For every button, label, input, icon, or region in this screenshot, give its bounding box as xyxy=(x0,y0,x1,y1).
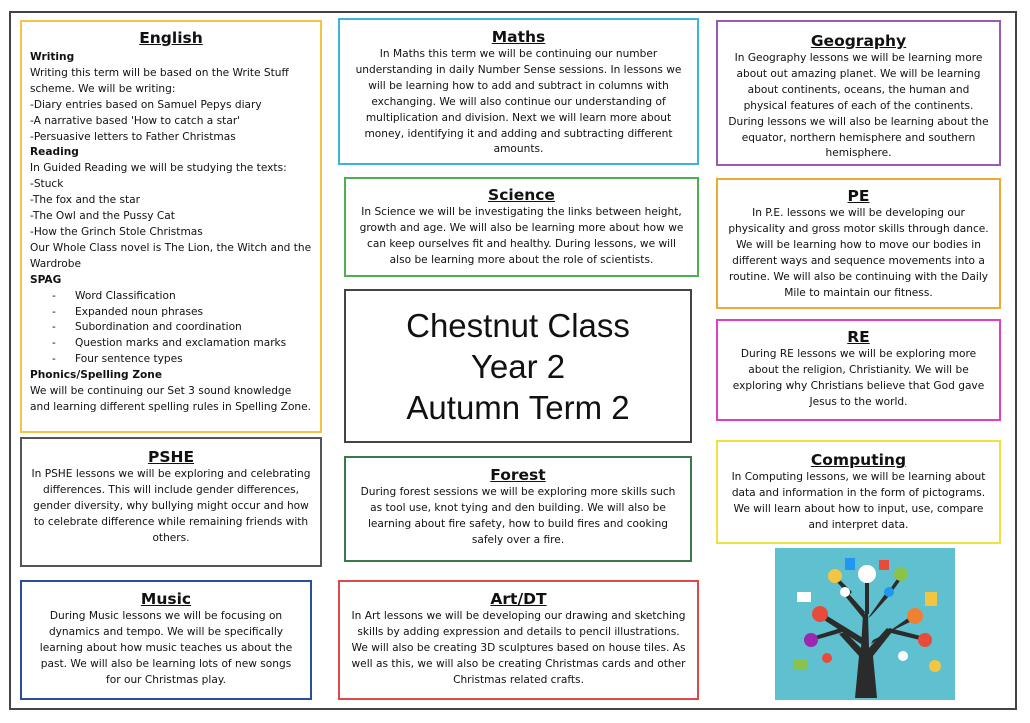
title-panel xyxy=(344,289,692,443)
geography-panel xyxy=(716,20,1001,166)
reading-line: Our Whole Class novel is The Lion, the Witch and the Wardrobe xyxy=(30,241,312,270)
writing-line: -A narrative based 'How to catch a star' xyxy=(30,114,241,127)
reading-line: -How the Grinch Stole Christmas xyxy=(30,225,203,238)
art-dt-text: In Art lessons we will be developing our drawing and sketching skills by adding expression and details to pencil illustrations. We will also be creating 3D sculptures based on house tiles. As well as this, we will also be creating Christmas cards and other Christmas related crafts. xyxy=(351,610,686,686)
spag-item: - Four sentence types xyxy=(52,352,312,368)
pshe-panel xyxy=(20,437,322,567)
reading-line: -Stuck xyxy=(30,178,64,191)
pshe-heading: PSHE xyxy=(147,448,195,466)
phonics-text: We will be continuing our Set 3 sound knowledge and learning different spelling rules in Spelling Zone. xyxy=(30,385,312,413)
tree-icon xyxy=(775,548,955,700)
writing-line: -Diary entries based on Samuel Pepys diary xyxy=(30,98,262,111)
computing-text: In Computing lessons, we will be learning about data and information in the form of pictograms. We will learn about how to input, use, compare and interpret data. xyxy=(731,471,986,531)
computing-panel xyxy=(716,440,1001,544)
science-text: In Science we will be investigating the links between height, growth and age. We will also be learning more about how we can keep ourselves fit and healthy. During lessons, we will also be learning more about the role of scientists. xyxy=(359,206,684,266)
science-heading: Science xyxy=(488,186,555,204)
music-text: During Music lessons we will be focusing on dynamics and tempo. We will be specifically learning about how music teaches us about the past. We will also be learning lots of new songs for our Christmas play. xyxy=(39,610,293,686)
phonics-label: Phonics/Spelling Zone xyxy=(30,369,163,382)
pe-text: In P.E. lessons we will be developing our physicality and gross motor skills through dance. We will be learning how to move our bodies in different ways and sequence movements into a routine. We will also be continuing with the Daily Mile to maintain our fitness. xyxy=(728,207,989,299)
spag-item: - Word Classification xyxy=(52,289,312,305)
spag-item: - Question marks and exclamation marks xyxy=(52,336,312,352)
spag-label: SPAG xyxy=(30,273,62,286)
pe-panel xyxy=(716,178,1001,309)
re-text: During RE lessons we will be exploring more about the religion, Christianity. We will be exploring why Christians believe that God gave Jesus to the world. xyxy=(732,348,985,408)
english-panel xyxy=(20,20,322,433)
reading-line: -The Owl and the Pussy Cat xyxy=(30,210,175,223)
computing-heading: Computing xyxy=(810,451,907,469)
pe-heading: PE xyxy=(847,187,870,205)
geography-heading: Geography xyxy=(810,32,907,50)
maths-panel xyxy=(338,18,699,165)
writing-line: -Persuasive letters to Father Christmas xyxy=(30,130,236,143)
re-panel xyxy=(716,319,1001,421)
music-heading: Music xyxy=(140,590,192,608)
writing-label: Writing xyxy=(30,51,75,63)
tree-of-learning-illustration xyxy=(775,548,955,700)
maths-text: In Maths this term we will be continuing our number understanding in daily Number Sense sessions. In lessons we will be learning how to add and subtract in columns with exchanging. We will also continue our understanding of multiplication and division. Next we will learn more about money, identifying it and adding and subtracting different amounts. xyxy=(355,48,682,156)
reading-label: Reading xyxy=(30,146,79,159)
pshe-text: In PSHE lessons we will be exploring and celebrating differences. This will include gender differences, gender diversity, why bullying might occur and how to celebrate difference while remaining friends with others. xyxy=(31,468,311,544)
science-panel xyxy=(344,177,699,277)
spag-list xyxy=(30,289,312,369)
english-heading: English xyxy=(139,29,203,47)
title-line-year: Year 2 xyxy=(470,347,566,385)
geography-text: In Geography lessons we will be learning more about out amazing planet. We will be learning about continents, oceans, the human and physical features of each of the continents. During lessons we will also be learning about the equator, northern hemisphere and southern hemisphere. xyxy=(728,52,989,160)
art-dt-heading: Art/DT xyxy=(490,590,547,608)
re-heading: RE xyxy=(847,328,870,346)
title-line-class: Chestnut Class xyxy=(406,306,630,344)
forest-text: During forest sessions we will be exploring more skills such as tool use, knot tying and den building. We will also be learning about fire safety, how to build fires and cooking safely over a fire. xyxy=(360,486,676,546)
writing-line: Writing this term will be based on the Write Stuff scheme. We will be writing: xyxy=(30,66,289,95)
spag-item: - Expanded noun phrases xyxy=(52,305,312,321)
maths-heading: Maths xyxy=(491,28,546,46)
music-panel xyxy=(20,580,312,700)
reading-line: In Guided Reading we will be studying the texts: xyxy=(30,162,287,175)
forest-panel xyxy=(344,456,692,562)
forest-heading: Forest xyxy=(490,466,546,484)
spag-item: - Subordination and coordination xyxy=(52,320,312,336)
reading-line: -The fox and the star xyxy=(30,194,141,207)
title-line-term: Autumn Term 2 xyxy=(406,388,630,426)
art-dt-panel xyxy=(338,580,699,700)
